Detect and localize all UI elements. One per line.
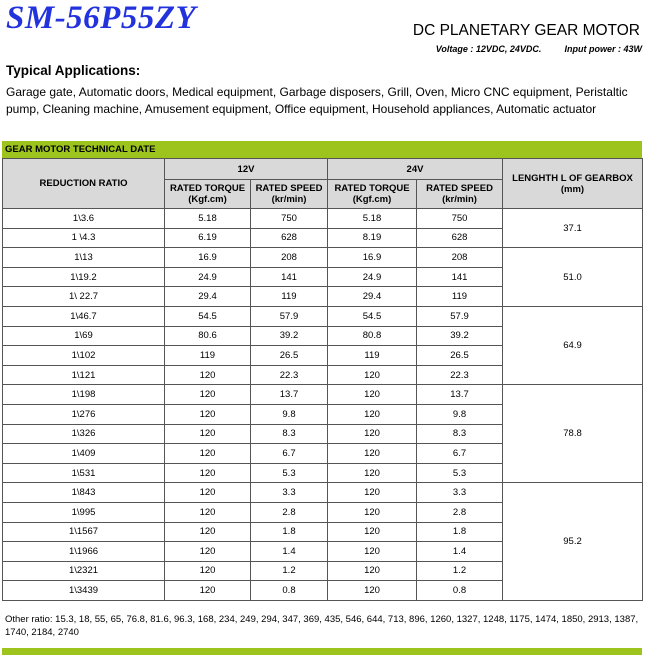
torque-12v-cell: 120 bbox=[165, 463, 251, 483]
torque-24v-cell: 120 bbox=[328, 581, 417, 601]
speed-12v-cell: 1.4 bbox=[251, 542, 328, 562]
speed-24v-cell: 750 bbox=[417, 209, 503, 229]
gearbox-length-cell: 37.1 bbox=[503, 209, 643, 248]
specs-line bbox=[436, 44, 642, 54]
torque-24v-cell: 120 bbox=[328, 424, 417, 444]
footer-bar bbox=[2, 648, 642, 655]
power-label: Input power : bbox=[564, 44, 621, 54]
speed-12v-cell: 628 bbox=[251, 228, 328, 248]
torque-24v-cell: 120 bbox=[328, 444, 417, 464]
table-row bbox=[3, 385, 643, 405]
torque-24v-cell: 120 bbox=[328, 561, 417, 581]
ratio-cell: 1\3439 bbox=[3, 581, 165, 601]
model-title: SM-56P55ZY bbox=[6, 0, 197, 36]
ratio-cell: 1\2321 bbox=[3, 561, 165, 581]
torque-24v-cell: 5.18 bbox=[328, 209, 417, 229]
header-reduction-ratio: REDUCTION RATIO bbox=[3, 159, 165, 209]
torque-24v-cell: 120 bbox=[328, 542, 417, 562]
speed-12v-cell: 1.2 bbox=[251, 561, 328, 581]
torque-12v-cell: 120 bbox=[165, 424, 251, 444]
torque-24v-cell: 54.5 bbox=[328, 306, 417, 326]
header-24v: 24V bbox=[328, 159, 503, 180]
speed-24v-cell: 628 bbox=[417, 228, 503, 248]
torque-24v-cell: 119 bbox=[328, 346, 417, 366]
speed-24v-cell: 1.4 bbox=[417, 542, 503, 562]
speed-24v-cell: 0.8 bbox=[417, 581, 503, 601]
ratio-cell: 1\19.2 bbox=[3, 267, 165, 287]
gearbox-length-cell: 95.2 bbox=[503, 483, 643, 601]
torque-12v-cell: 120 bbox=[165, 581, 251, 601]
speed-24v-cell: 6.7 bbox=[417, 444, 503, 464]
speed-24v-cell: 39.2 bbox=[417, 326, 503, 346]
ratio-cell: 1\46.7 bbox=[3, 306, 165, 326]
torque-24v-cell: 120 bbox=[328, 365, 417, 385]
torque-12v-cell: 5.18 bbox=[165, 209, 251, 229]
speed-12v-cell: 57.9 bbox=[251, 306, 328, 326]
speed-12v-cell: 0.8 bbox=[251, 581, 328, 601]
header-12v: 12V bbox=[165, 159, 328, 180]
speed-24v-cell: 1.2 bbox=[417, 561, 503, 581]
torque-12v-cell: 80.6 bbox=[165, 326, 251, 346]
product-type: DC PLANETARY GEAR MOTOR bbox=[412, 22, 640, 39]
speed-24v-cell: 57.9 bbox=[417, 306, 503, 326]
speed-24v-cell: 8.3 bbox=[417, 424, 503, 444]
torque-12v-cell: 120 bbox=[165, 522, 251, 542]
speed-12v-cell: 39.2 bbox=[251, 326, 328, 346]
torque-24v-cell: 120 bbox=[328, 385, 417, 405]
ratio-cell: 1\102 bbox=[3, 346, 165, 366]
ratio-cell: 1\1966 bbox=[3, 542, 165, 562]
speed-12v-cell: 141 bbox=[251, 267, 328, 287]
ratio-cell: 1\326 bbox=[3, 424, 165, 444]
ratio-cell: 1\995 bbox=[3, 502, 165, 522]
torque-24v-cell: 80.8 bbox=[328, 326, 417, 346]
table-row bbox=[3, 209, 643, 229]
speed-12v-cell: 8.3 bbox=[251, 424, 328, 444]
ratio-cell: 1\531 bbox=[3, 463, 165, 483]
table-body bbox=[3, 209, 643, 601]
speed-24v-cell: 3.3 bbox=[417, 483, 503, 503]
speed-24v-cell: 2.8 bbox=[417, 502, 503, 522]
torque-12v-cell: 120 bbox=[165, 365, 251, 385]
voltage-value: 12VDC, 24VDC. bbox=[475, 44, 542, 54]
speed-12v-cell: 208 bbox=[251, 248, 328, 268]
voltage-label: Voltage : bbox=[435, 44, 474, 54]
power-value: 43W bbox=[623, 44, 642, 54]
torque-12v-cell: 16.9 bbox=[165, 248, 251, 268]
torque-12v-cell: 120 bbox=[165, 483, 251, 503]
gearbox-length-cell: 51.0 bbox=[503, 248, 643, 307]
table-row bbox=[3, 306, 643, 326]
speed-24v-cell: 13.7 bbox=[417, 385, 503, 405]
speed-24v-cell: 141 bbox=[417, 267, 503, 287]
speed-24v-cell: 5.3 bbox=[417, 463, 503, 483]
torque-12v-cell: 120 bbox=[165, 502, 251, 522]
speed-12v-cell: 22.3 bbox=[251, 365, 328, 385]
table-row bbox=[3, 248, 643, 268]
torque-24v-cell: 120 bbox=[328, 502, 417, 522]
torque-12v-cell: 120 bbox=[165, 404, 251, 424]
ratio-cell: 1\843 bbox=[3, 483, 165, 503]
speed-24v-cell: 119 bbox=[417, 287, 503, 307]
header-speed-12v: RATED SPEED (kr/min) bbox=[251, 180, 328, 209]
torque-12v-cell: 29.4 bbox=[165, 287, 251, 307]
ratio-cell: 1\276 bbox=[3, 404, 165, 424]
speed-12v-cell: 2.8 bbox=[251, 502, 328, 522]
header-gearbox-length: LENGHTH L OF GEARBOX (mm) bbox=[503, 159, 643, 209]
torque-12v-cell: 6.19 bbox=[165, 228, 251, 248]
torque-12v-cell: 120 bbox=[165, 561, 251, 581]
speed-24v-cell: 26.5 bbox=[417, 346, 503, 366]
torque-12v-cell: 120 bbox=[165, 385, 251, 405]
header-speed-24v: RATED SPEED (kr/min) bbox=[417, 180, 503, 209]
ratio-cell: 1\409 bbox=[3, 444, 165, 464]
speed-12v-cell: 26.5 bbox=[251, 346, 328, 366]
speed-24v-cell: 1.8 bbox=[417, 522, 503, 542]
torque-12v-cell: 119 bbox=[165, 346, 251, 366]
speed-12v-cell: 750 bbox=[251, 209, 328, 229]
torque-12v-cell: 120 bbox=[165, 444, 251, 464]
ratio-cell: 1\1567 bbox=[3, 522, 165, 542]
speed-12v-cell: 9.8 bbox=[251, 404, 328, 424]
other-ratios: Other ratio: 15.3, 18, 55, 65, 76.8, 81.6, 96.3, 168, 234, 249, 294, 347, 369, 435, 546, 644, 713, 896, 1260, 1327, 1248, 1175, 1474, 1850, 2913, 1387, 1740, 2184, 2740 bbox=[5, 614, 639, 638]
gearbox-length-cell: 64.9 bbox=[503, 306, 643, 384]
header-torque-12v: RATED TORQUE (Kgf.cm) bbox=[165, 180, 251, 209]
torque-24v-cell: 120 bbox=[328, 522, 417, 542]
speed-24v-cell: 22.3 bbox=[417, 365, 503, 385]
header-torque-24v: RATED TORQUE (Kgf.cm) bbox=[328, 180, 417, 209]
speed-12v-cell: 5.3 bbox=[251, 463, 328, 483]
ratio-cell: 1\13 bbox=[3, 248, 165, 268]
speed-12v-cell: 13.7 bbox=[251, 385, 328, 405]
technical-data-table bbox=[2, 158, 643, 601]
table-row bbox=[3, 483, 643, 503]
speed-24v-cell: 208 bbox=[417, 248, 503, 268]
section-title: GEAR MOTOR TECHNICAL DATE bbox=[5, 144, 156, 155]
ratio-cell: 1\ 22.7 bbox=[3, 287, 165, 307]
torque-12v-cell: 120 bbox=[165, 542, 251, 562]
torque-24v-cell: 8.19 bbox=[328, 228, 417, 248]
ratio-cell: 1\3.6 bbox=[3, 209, 165, 229]
torque-12v-cell: 24.9 bbox=[165, 267, 251, 287]
gearbox-length-cell: 78.8 bbox=[503, 385, 643, 483]
applications-heading: Typical Applications: bbox=[6, 63, 141, 78]
torque-24v-cell: 16.9 bbox=[328, 248, 417, 268]
speed-24v-cell: 9.8 bbox=[417, 404, 503, 424]
torque-12v-cell: 54.5 bbox=[165, 306, 251, 326]
applications-text: Garage gate, Automatic doors, Medical equipment, Garbage disposers, Grill, Oven, Micro CNC equipment, Peristaltic pump, Cleaning machine, Amusement equipment, Office equipment, Household appliances, Automatic actuator bbox=[6, 85, 628, 116]
section-bar bbox=[2, 141, 642, 158]
torque-24v-cell: 120 bbox=[328, 483, 417, 503]
speed-12v-cell: 3.3 bbox=[251, 483, 328, 503]
ratio-cell: 1 \4.3 bbox=[3, 228, 165, 248]
torque-24v-cell: 29.4 bbox=[328, 287, 417, 307]
torque-24v-cell: 24.9 bbox=[328, 267, 417, 287]
torque-24v-cell: 120 bbox=[328, 404, 417, 424]
torque-24v-cell: 120 bbox=[328, 463, 417, 483]
speed-12v-cell: 1.8 bbox=[251, 522, 328, 542]
ratio-cell: 1\69 bbox=[3, 326, 165, 346]
ratio-cell: 1\121 bbox=[3, 365, 165, 385]
speed-12v-cell: 6.7 bbox=[251, 444, 328, 464]
ratio-cell: 1\198 bbox=[3, 385, 165, 405]
speed-12v-cell: 119 bbox=[251, 287, 328, 307]
